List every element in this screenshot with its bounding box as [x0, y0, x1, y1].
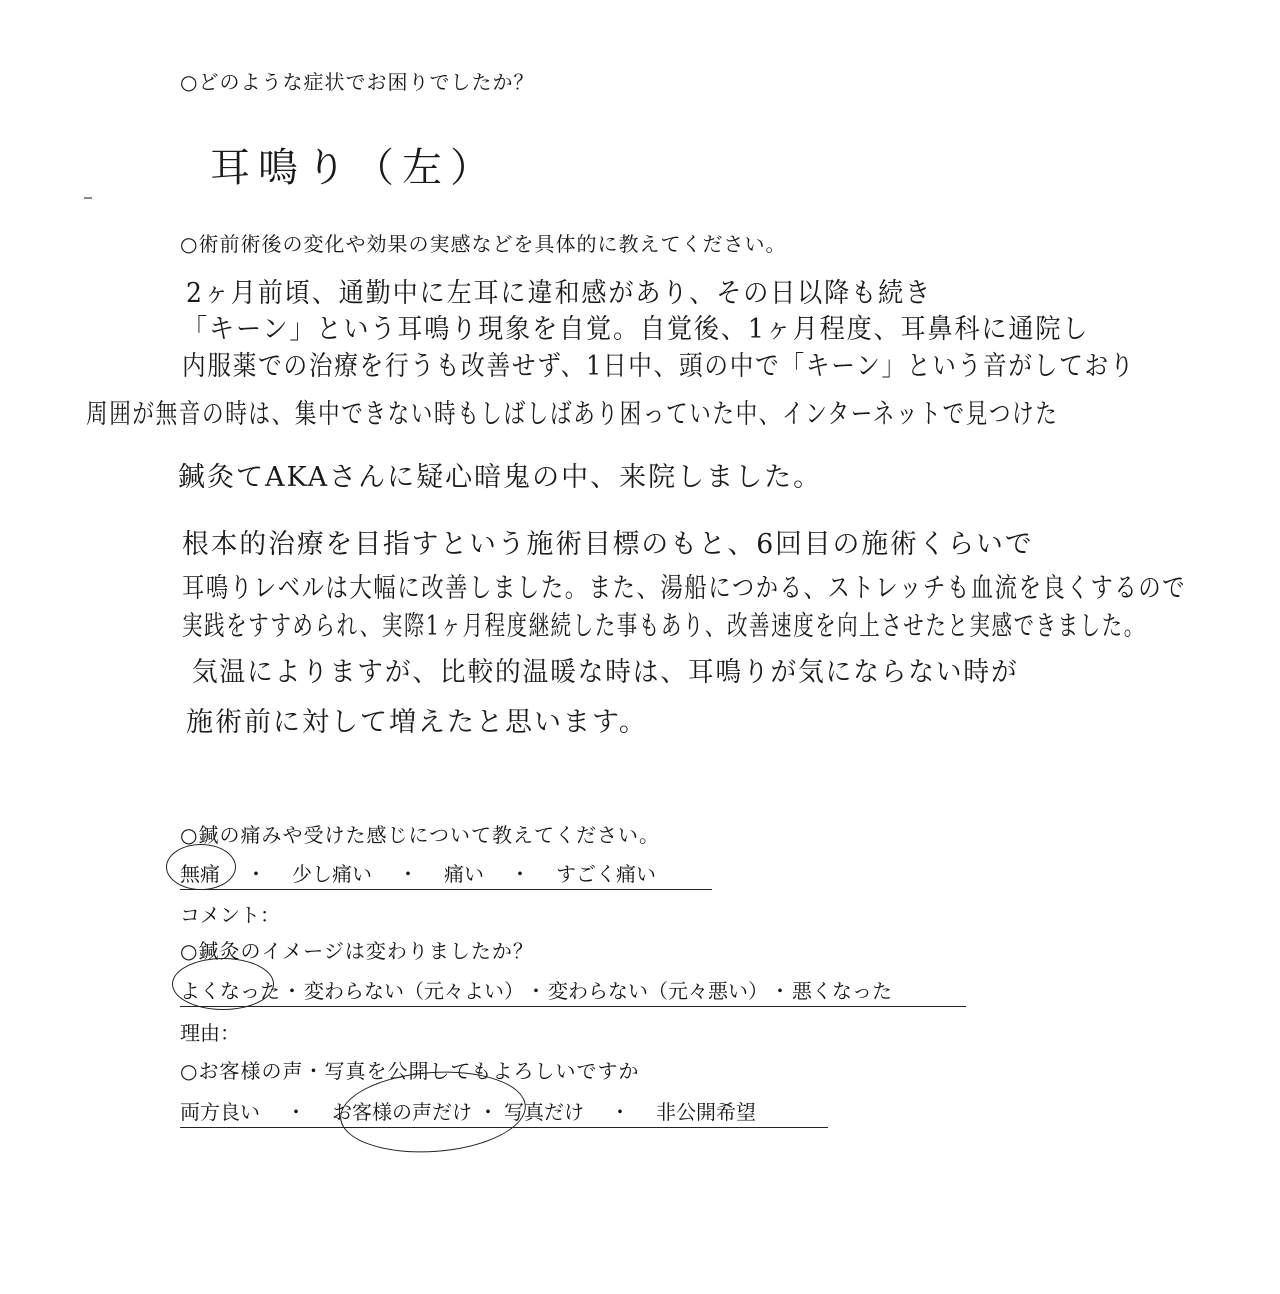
- question-image-change: ○鍼灸のイメージは変わりましたか？: [180, 939, 534, 963]
- handwritten-line: 周囲が無音の時は、集中できない時もしばしばあり困っていた中、インターネットで見つけた: [86, 399, 1059, 430]
- question-symptom: ○どのような症状でお困りでしたか？: [180, 70, 535, 94]
- answer-symptom: 耳鳴り（左）: [210, 145, 498, 191]
- handwritten-line: 実践をすすめられ、実際1ヶ月程度継続した事もあり、改善速度を向上させたと実感できました。: [182, 611, 1146, 642]
- option-worse[interactable]: 悪くなった: [792, 979, 892, 1003]
- handwritten-line: 「キーン」という耳鳴り現象を自覚。自覚後、1ヶ月程度、耳鼻科に通院し: [182, 314, 1090, 345]
- image-options: [180, 975, 966, 1007]
- option-improved[interactable]: よくなった: [180, 979, 280, 1003]
- handwritten-line: 鍼灸てAKAさんに疑心暗鬼の中、来院しました。: [178, 462, 823, 493]
- option-separator: ・: [246, 862, 266, 886]
- handwritten-line: 耳鳴りレベルは大幅に改善しました。また、湯船につかる、ストレッチも血流を良くするので: [182, 573, 1187, 604]
- handwritten-line: 2ヶ月前頃、通勤中に左耳に違和感があり、その日以降も続き: [186, 278, 933, 309]
- selection-circle: [166, 844, 236, 890]
- handwritten-line: 内服薬での治療を行うも改善せず、1日中、頭の中で「キーン」という音がしており: [182, 351, 1136, 382]
- pain-options: [180, 858, 712, 890]
- question-change-effect: ○術前術後の変化や効果の実感などを具体的に教えてください。: [180, 232, 787, 256]
- scan-mark: [84, 197, 92, 199]
- option-photo-only[interactable]: 写真だけ: [504, 1100, 584, 1124]
- option-separator: ・: [282, 979, 302, 1003]
- option-separator: ・: [770, 979, 790, 1003]
- handwritten-line: 施術前に対して増えたと思います。: [186, 707, 648, 738]
- option-severe-pain[interactable]: すごく痛い: [556, 862, 656, 886]
- option-unchanged-good[interactable]: 変わらない（元々よい）: [304, 979, 524, 1003]
- option-both-ok[interactable]: 両方良い: [180, 1100, 260, 1124]
- handwritten-line: 根本的治療を目指すという施術目標のもと、6回目の施術くらいで: [182, 529, 1034, 560]
- handwritten-line: 気温によりますが、比較的温暖な時は、耳鳴りが気にならない時が: [192, 657, 1019, 688]
- question-needle-pain: ○鍼の痛みや受けた感じについて教えてください。: [180, 823, 661, 847]
- option-separator: ・: [478, 1100, 498, 1124]
- option-voice-only[interactable]: お客様の声だけ: [332, 1100, 472, 1124]
- reason-label: 理由：: [180, 1021, 240, 1045]
- option-separator: ・: [398, 862, 418, 886]
- option-private[interactable]: 非公開希望: [656, 1100, 756, 1124]
- option-slight-pain[interactable]: 少し痛い: [292, 862, 372, 886]
- comment-label: コメント：: [180, 903, 280, 927]
- option-pain[interactable]: 痛い: [444, 862, 484, 886]
- question-publish-consent: ○お客様の声・写真を公開してもよろしいですか: [180, 1059, 640, 1083]
- option-unchanged-bad[interactable]: 変わらない（元々悪い）: [548, 979, 768, 1003]
- option-separator: ・: [526, 979, 546, 1003]
- option-separator: ・: [286, 1100, 306, 1124]
- selection-circle: [172, 958, 274, 1010]
- option-separator: ・: [610, 1100, 630, 1124]
- option-no-pain[interactable]: 無痛: [180, 862, 220, 886]
- option-separator: ・: [510, 862, 530, 886]
